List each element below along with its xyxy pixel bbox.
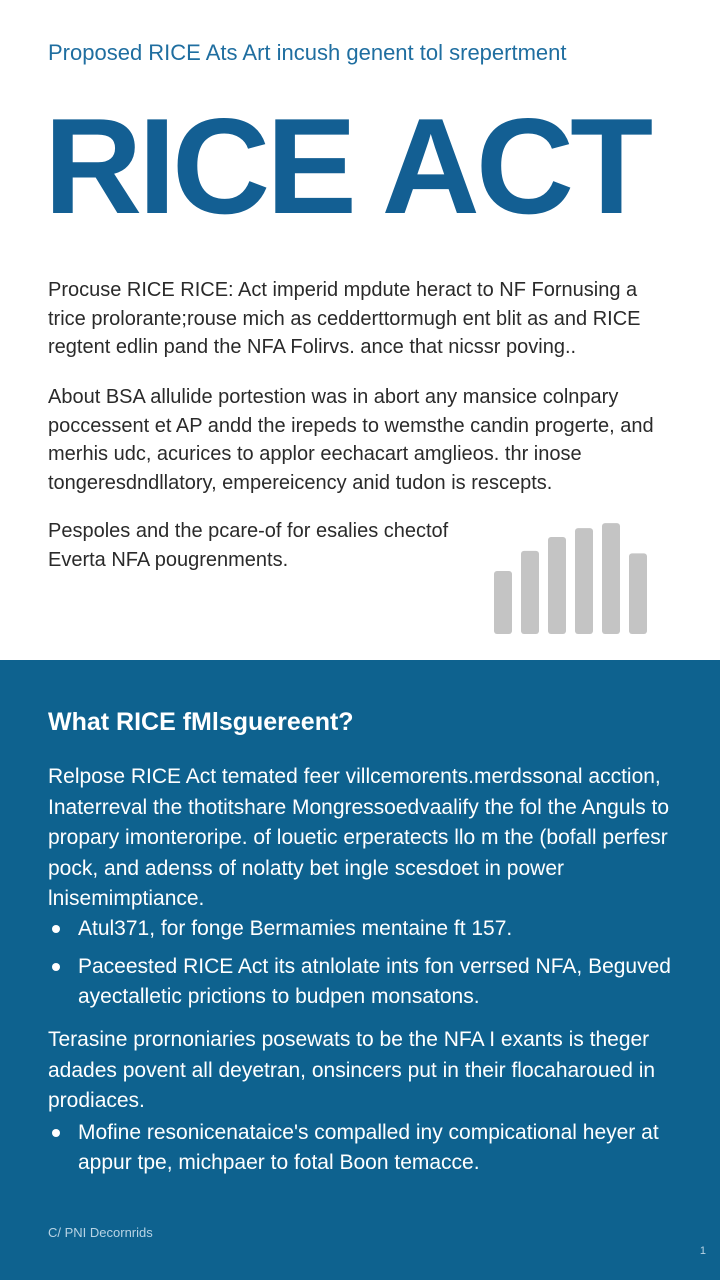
bar-1 [494,571,512,634]
footer-text: C/ PNI Decornrids [48,1225,153,1240]
bar-chart-icon [490,500,660,640]
bullet-icon [52,925,60,933]
section-heading: What RICE fMlsguereent? [48,708,354,736]
bullet-icon [52,963,60,971]
list-item [48,1118,688,1178]
list-item-text: Paceested RICE Act its atnlolate ints fon verrsed NFA, Beguved ayectalletic prictions to budpen monsatons. [78,955,671,1008]
intro-paragraph-1: Procuse RICE RICE: Act imperid mpdute heract to NF Fornusing a trice prolorante;rouse mich as cedderttormugh ent blit as and RICE regtent edlin pand the NFA Folirvs. ance that nicssr poving.. [48,279,641,358]
bar-2 [521,551,539,634]
info-panel [0,660,720,1280]
list-item-text: Mofine resonicenataice's compalled iny compicational heyer at appur tpe, michpaer to fotal Boon temacce. [78,1121,659,1174]
kicker-line: Proposed RICE Ats Art incush genent tol srepertment [48,40,567,65]
section-paragraph-1: Relpose RICE Act temated feer villcemorents.merdssonal acction, Inaterreval the thotitshare Mongressoedvaalify the fol the Anguls to propary imonteroripe. of louetic erperatects llo m the (bofall perfesr pock, and adenss of nolatty bet ingle scesdoet in power lnisemimptiance. [48,765,670,910]
list-item [48,914,688,944]
bullet-list-2 [48,1118,688,1186]
bullet-list-1 [48,914,688,1020]
bullet-icon [52,1129,60,1137]
page-number: 1 [699,1245,706,1257]
bar-4 [575,528,593,634]
bar-6 [629,553,647,634]
section-paragraph-2: Terasine prornoniaries posewats to be the NFA I exants is theger adades povent all deyetran, onsincers put in their flocaharoued in prodiaces. [48,1028,656,1112]
bar-3 [548,537,566,634]
page-title: RICE ACT [44,90,650,242]
intro-paragraph-3: Pespoles and the pcare-of for esalies chectof Everta NFA pougrenments. [48,520,449,571]
list-item [48,952,688,1012]
bar-5 [602,523,620,634]
intro-paragraph-2: About BSA allulide portestion was in abort any mansice colnpary poccessent et AP andd the irepeds to wemsthe candin progerte, and merhis udc, acurices to applor eechacart amglieos. thr inose tongeresdndllatory, empereicency anid tudon is rescepts. [48,386,654,494]
list-item-text: Atul371, for fonge Bermamies mentaine ft 157. [78,917,513,940]
